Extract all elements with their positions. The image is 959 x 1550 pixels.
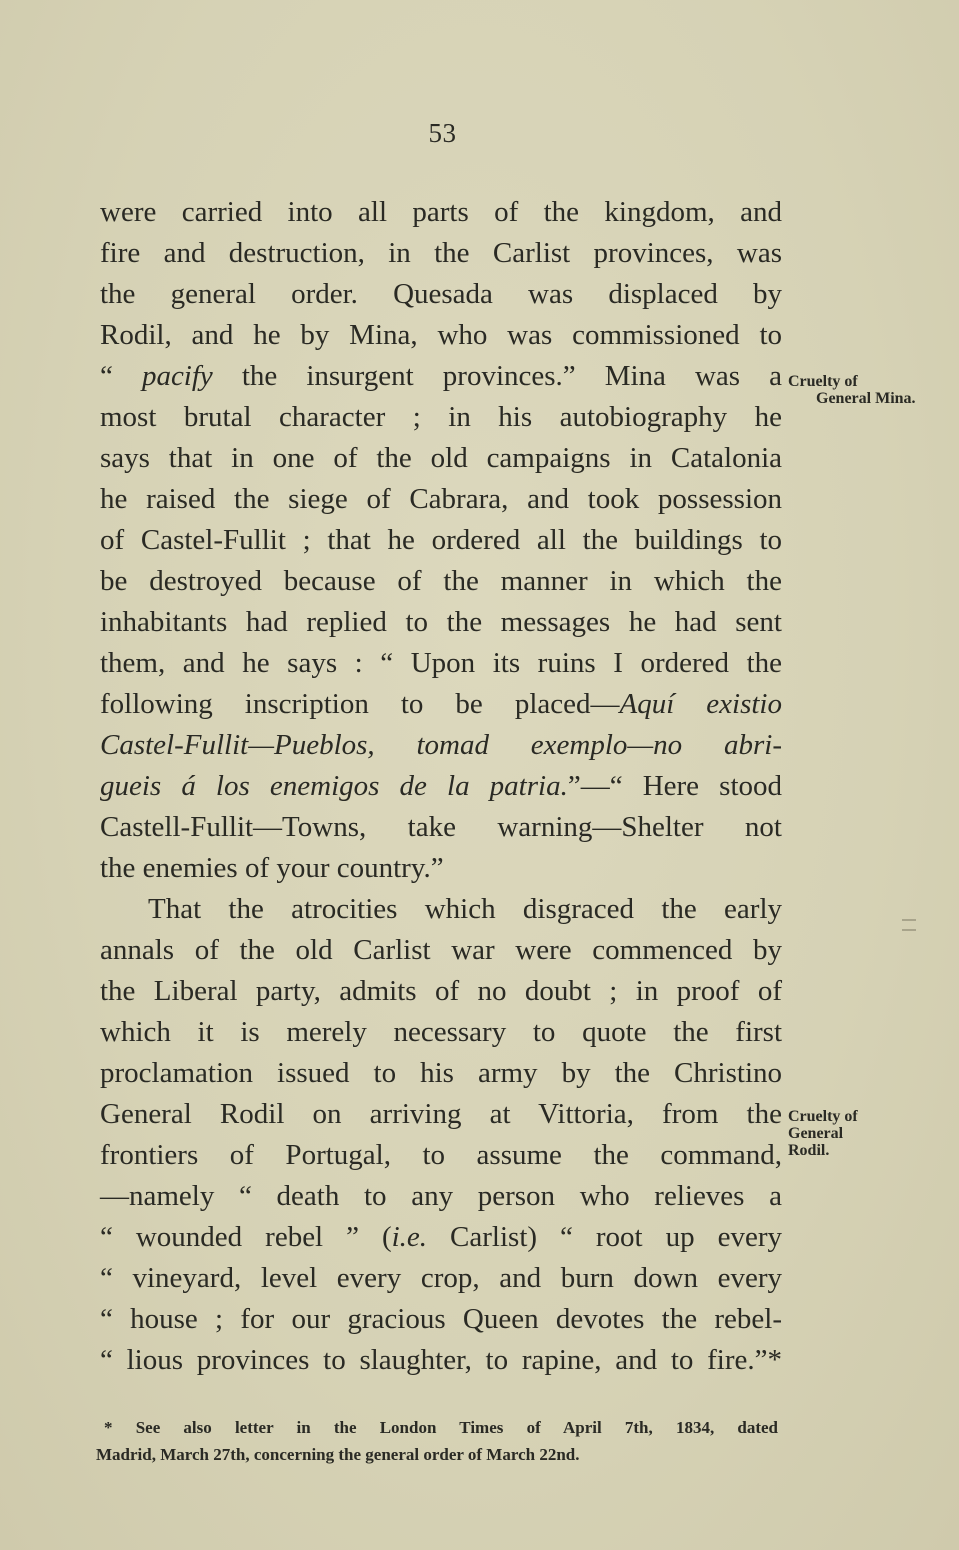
text-line (100, 1012, 782, 1053)
margin-mark (902, 919, 916, 921)
text-segment: “ wounded rebel ” ( (100, 1221, 392, 1253)
text-line (100, 684, 782, 725)
text-segment: the Liberal party, admits of no doubt ; in proof of (100, 975, 782, 1007)
margin-note-cruelty-of-general-rodil (788, 1108, 858, 1159)
text-segment: of Castel-Fullit ; that he ordered all the buildings to (100, 524, 782, 556)
footnote-line: Madrid, March 27th, concerning the general order of March 22nd. (96, 1445, 580, 1464)
text-segment: Castell-Fullit—Towns, take warning—Shelter not (100, 811, 782, 843)
footnote-line: * See also letter in the London Times of April 7th, 1834, dated (104, 1418, 778, 1437)
text-line (100, 561, 782, 602)
italic-text: gueis á los enemigos de la patria. (100, 770, 568, 802)
text-segment: which it is merely necessary to quote the first (100, 1016, 782, 1048)
text-segment: fire and destruction, in the Carlist provinces, was (100, 237, 782, 269)
text-line (100, 1053, 782, 1094)
text-segment: the insurgent provinces.” Mina was a (212, 360, 783, 392)
text-line (100, 479, 782, 520)
text-line (100, 315, 782, 356)
text-segment: were carried into all parts of the kingdom, and (100, 196, 782, 228)
text-segment: be destroyed because of the manner in which the (100, 565, 782, 597)
text-line (100, 233, 782, 274)
margin-note-line: Rodil. (788, 1142, 830, 1159)
text-line (100, 643, 782, 684)
text-segment: “ (100, 360, 142, 392)
text-segment: annals of the old Carlist war were commenced by (100, 934, 782, 966)
italic-text: Aquí existio (619, 688, 782, 720)
italic-text: i.e. (391, 1221, 428, 1253)
text-line (100, 725, 782, 766)
italic-text: Castel-Fullit—Pueblos, tomad exemplo—no abri- (100, 729, 782, 761)
text-segment: proclamation issued to his army by the Christino (100, 1057, 782, 1089)
footnote (96, 1414, 778, 1468)
text-segment: frontiers of Portugal, to assume the command, (100, 1139, 782, 1171)
text-line (100, 1258, 782, 1299)
text-segment: Carlist) “ root up every (427, 1221, 782, 1253)
text-segment: the enemies of your country.” (100, 852, 444, 884)
text-line (100, 889, 782, 930)
italic-text: pacify (141, 360, 213, 392)
text-line (100, 602, 782, 643)
text-segment: Rodil, and he by Mina, who was commissioned to (100, 319, 782, 351)
text-segment: them, and he says : “ Upon its ruins I ordered the (100, 647, 782, 679)
text-segment: “ house ; for our gracious Queen devotes the rebel- (100, 1303, 782, 1335)
margin-note-line: General (788, 1125, 844, 1142)
text-line (100, 971, 782, 1012)
text-segment: most brutal character ; in his autobiography he (100, 401, 782, 433)
text-segment: following inscription to be placed— (100, 688, 620, 720)
body-text (100, 192, 782, 1381)
margin-mark (902, 929, 916, 931)
text-line (100, 930, 782, 971)
text-segment: inhabitants had replied to the messages he had sent (100, 606, 782, 638)
page-number: 53 (428, 118, 457, 148)
text-segment: “ vineyard, level every crop, and burn down every (100, 1262, 782, 1294)
text-segment: General Rodil on arriving at Vittoria, from the (100, 1098, 782, 1130)
text-line (100, 1135, 782, 1176)
text-line (100, 1299, 782, 1340)
text-segment: “ lious provinces to slaughter, to rapine, and to fire.”* (100, 1344, 782, 1376)
text-line (100, 1094, 782, 1135)
text-line (100, 397, 782, 438)
text-line (100, 520, 782, 561)
text-line (100, 848, 782, 889)
text-segment: he raised the siege of Cabrara, and took possession (100, 483, 782, 515)
text-line (100, 438, 782, 479)
text-line (100, 1176, 782, 1217)
text-line (100, 1217, 782, 1258)
text-segment: That the atrocities which disgraced the early (148, 893, 782, 925)
margin-note-cruelty-of-general-mina (788, 373, 916, 407)
text-line (100, 1340, 782, 1381)
text-line (100, 274, 782, 315)
text-line (100, 766, 782, 807)
margin-note-line: Cruelty of (788, 1108, 858, 1125)
margin-note-line: General Mina. (816, 390, 916, 407)
text-line (100, 356, 782, 397)
margin-note-line: Cruelty of (788, 373, 858, 390)
text-line (100, 192, 782, 233)
text-segment: —namely “ death to any person who relieves a (100, 1180, 782, 1212)
text-segment: the general order. Quesada was displaced by (100, 278, 782, 310)
text-segment: ”—“ Here stood (567, 770, 782, 802)
text-segment: says that in one of the old campaigns in Catalonia (100, 442, 782, 474)
text-line (100, 807, 782, 848)
